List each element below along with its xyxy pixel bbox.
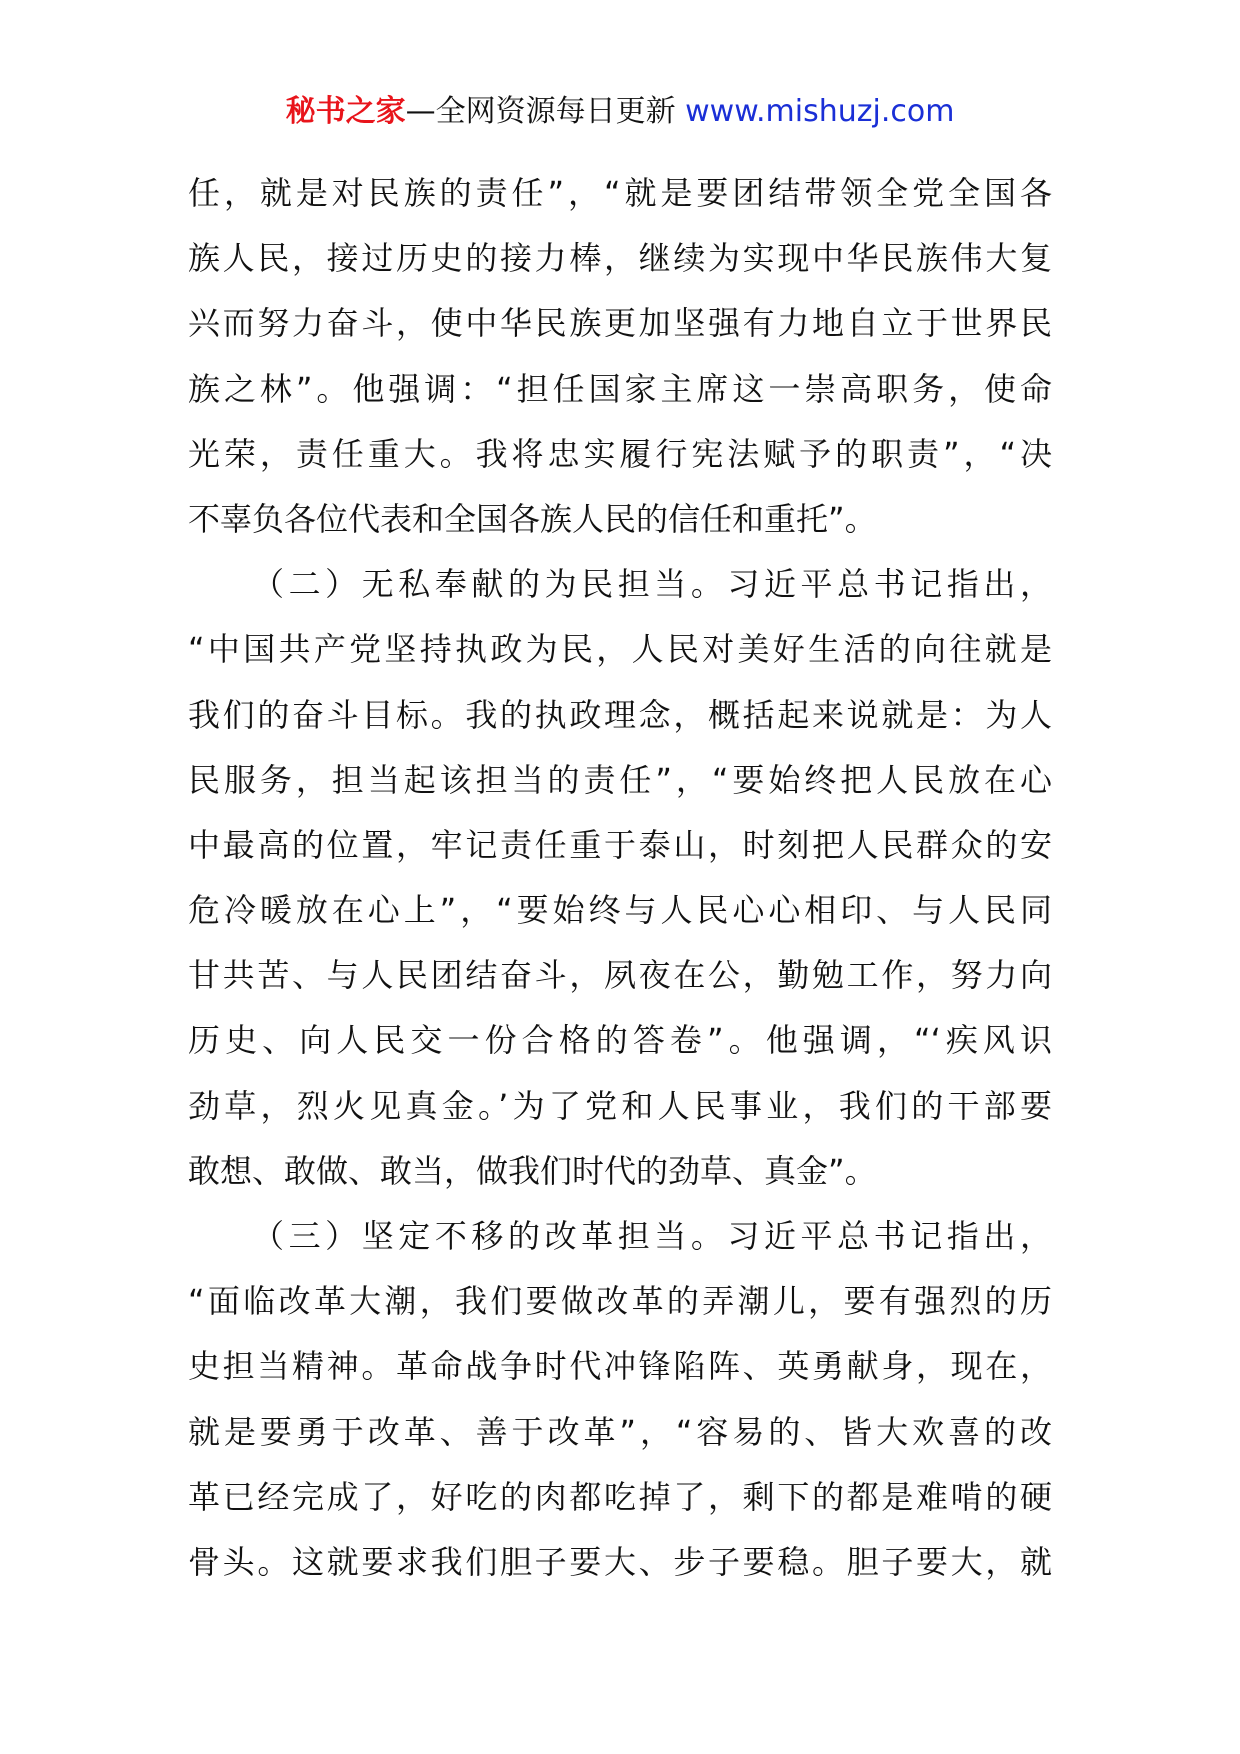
text-line: 族人民，接过历史的接力棒，继续为实现中华民族伟大复 — [188, 239, 1052, 278]
text-line: 我们的奋斗目标。我的执政理念，概括起来说就是：为人 — [188, 695, 1052, 734]
text-line: 就是要勇于改革、善于改革”，“容易的、皆大欢喜的改 — [188, 1412, 1052, 1451]
page-header — [0, 92, 1240, 132]
document-body — [188, 161, 1052, 1595]
text-line: 光荣，责任重大。我将忠实履行宪法赋予的职责”，“决 — [188, 434, 1052, 473]
section-heading-line: （三）坚定不移的改革担当。习近平总书记指出， — [252, 1217, 1052, 1255]
text-line: 危冷暖放在心上”，“要始终与人民心心相印、与人民同 — [188, 891, 1052, 930]
header-tagline: —全网资源每日更新 — [405, 94, 676, 129]
text-line: 骨头。这就要求我们胆子要大、步子要稳。胆子要大，就 — [188, 1542, 1052, 1581]
text-line: 敢想、敢做、敢当，做我们时代的劲草、真金”。 — [188, 1151, 877, 1190]
text-line: 族之林”。他强调：“担任国家主席这一崇高职务，使命 — [188, 369, 1052, 408]
text-line: 中最高的位置，牢记责任重于泰山，时刻把人民群众的安 — [188, 825, 1052, 864]
text-line: “面临改革大潮，我们要做改革的弄潮儿，要有强烈的历 — [188, 1282, 1052, 1321]
text-line: 历史、向人民交一份合格的答卷”。他强调，“‘疾风识 — [188, 1021, 1052, 1060]
text-line: 史担当精神。革命战争时代冲锋陷阵、英勇献身，现在， — [188, 1347, 1052, 1386]
text-line: “中国共产党坚持执政为民，人民对美好生活的向往就是 — [188, 630, 1052, 669]
section-heading-line: （二）无私奉献的为民担当。习近平总书记指出， — [252, 565, 1052, 604]
brand-name: 秘书之家 — [285, 94, 406, 129]
text-line: 任，就是对民族的责任”，“就是要团结带领全党全国各 — [188, 174, 1052, 212]
text-line: 甘共苦、与人民团结奋斗，夙夜在公，勤勉工作，努力向 — [188, 956, 1052, 995]
text-line: 劲草，烈火见真金。’为了党和人民事业，我们的干部要 — [188, 1086, 1052, 1125]
website-link[interactable]: www.mishuzj.com — [685, 94, 955, 129]
text-line: 革已经完成了，好吃的肉都吃掉了，剩下的都是难啃的硬 — [188, 1477, 1052, 1516]
text-line: 不辜负各位代表和全国各族人民的信任和重托”。 — [188, 499, 877, 538]
text-line: 兴而努力奋斗，使中华民族更加坚强有力地自立于世界民 — [188, 304, 1052, 343]
text-line: 民服务，担当起该担当的责任”，“要始终把人民放在心 — [188, 760, 1052, 799]
